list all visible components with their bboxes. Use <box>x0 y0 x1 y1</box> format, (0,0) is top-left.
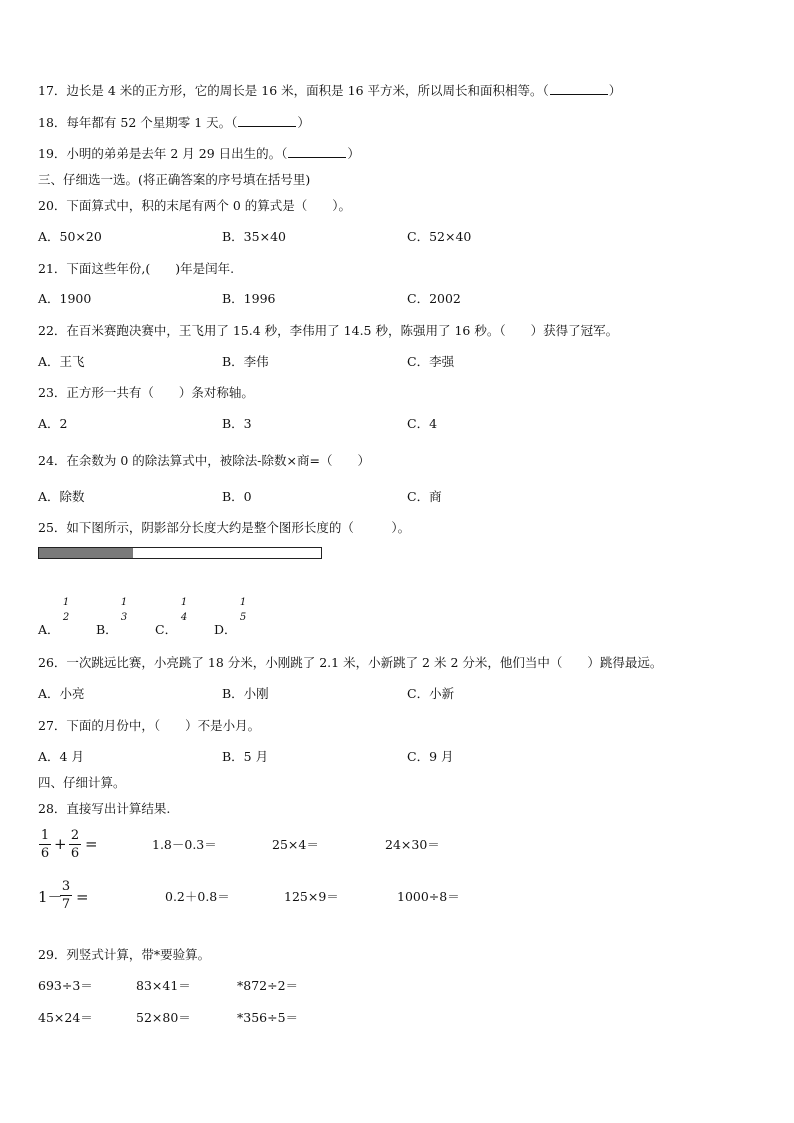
q23-option-c[interactable]: C．4 <box>407 416 438 431</box>
q24-option-b[interactable]: B．0 <box>222 489 252 504</box>
q25-option-a-label[interactable]: A． <box>38 622 60 637</box>
question-26-text: 26．一次跳远比赛，小亮跳了 18 分米，小刚跳了 2.1 米，小新跳了 2 米 2 分米，他们当中（ ）跳得最远。 <box>38 655 663 670</box>
q25-option-a-num: 1 <box>62 597 70 608</box>
q24-option-c[interactable]: C．商 <box>407 489 442 504</box>
question-18-text: 18．每年都有 52 个星期零 1 天。（ <box>38 115 238 130</box>
q25-option-b-num: 1 <box>120 597 128 608</box>
q20-option-a[interactable]: A．50×20 <box>38 229 102 244</box>
plus-sign: + <box>54 835 67 853</box>
q25-option-d-num: 1 <box>239 597 247 608</box>
q25-option-b-label[interactable]: B． <box>96 622 118 637</box>
q22-option-c[interactable]: C．李强 <box>407 354 455 369</box>
q29-item-5: 52×80＝ <box>136 1010 191 1025</box>
question-23-text: 23．正方形一共有（ ）条对称轴。 <box>38 385 254 400</box>
q24-option-a[interactable]: A．除数 <box>38 489 85 504</box>
q27-option-c[interactable]: C．9 月 <box>407 749 454 764</box>
q21-option-c[interactable]: C．2002 <box>407 291 461 306</box>
q25-option-c-den: 4 <box>180 612 188 623</box>
q20-option-c[interactable]: C．52×40 <box>407 229 472 244</box>
question-19-close: ） <box>347 146 360 161</box>
question-17 <box>38 83 621 99</box>
question-21-text: 21．下面这些年份,( )年是闰年. <box>38 261 235 276</box>
q25-option-b-fraction <box>118 598 130 623</box>
q28-one-minus: 1－ <box>38 888 63 906</box>
q26-option-b[interactable]: B．小刚 <box>222 686 269 701</box>
q25-option-d-den: 5 <box>239 612 247 623</box>
q21-option-a[interactable]: A．1900 <box>38 291 92 306</box>
question-25-text: 25．如下图所示，阴影部分长度大约是整个图形长度的（ ）。 <box>38 520 411 535</box>
q28-fraction-3-den: 7 <box>61 897 71 912</box>
fraction-line <box>69 844 81 845</box>
q25-option-a-den: 2 <box>62 612 70 623</box>
question-22-text: 22．在百米赛跑决赛中，王飞用了 15.4 秒，李伟用了 14.5 秒，陈强用了 16 秒。（ ）获得了冠军。 <box>38 323 619 338</box>
question-20-text: 20．下面算式中，积的末尾有两个 0 的算式是（ ）。 <box>38 198 352 213</box>
question-27-text: 27．下面的月份中，（ ）不是小月。 <box>38 718 261 733</box>
equals-sign: = <box>85 835 98 853</box>
q28-item-2: 25×4＝ <box>272 837 319 852</box>
q21-option-b[interactable]: B．1996 <box>222 291 276 306</box>
question-24-text: 24．在余数为 0 的除法算式中，被除法-除数×商=（ ） <box>38 453 370 468</box>
question-17-text: 17．边长是 4 米的正方形，它的周长是 16 米，面积是 16 平方米，所以周长和面积相等。（ <box>38 83 549 98</box>
q23-option-b[interactable]: B．3 <box>222 416 252 431</box>
q28-fraction-1-den: 6 <box>40 846 50 861</box>
q22-option-b[interactable]: B．李伟 <box>222 354 269 369</box>
question-17-close: ） <box>608 83 622 98</box>
q29-item-4: 45×24＝ <box>38 1010 93 1025</box>
question-18 <box>38 115 310 131</box>
question-28-text: 28．直接写出计算结果. <box>38 801 171 816</box>
q28-item-4: 0.2＋0.8＝ <box>165 889 230 904</box>
q25-option-a-fraction <box>60 598 72 623</box>
section-4-heading: 四、仔细计算。 <box>38 775 126 790</box>
q28-item-6: 1000÷8＝ <box>397 889 460 904</box>
q28-item-1: 1.8－0.3＝ <box>152 837 217 852</box>
answer-blank-19[interactable] <box>288 146 346 158</box>
shaded-portion <box>39 548 133 558</box>
shaded-bar-figure <box>38 547 322 559</box>
q28-fraction-2-den: 6 <box>70 846 80 861</box>
q26-option-c[interactable]: C．小新 <box>407 686 455 701</box>
question-19 <box>38 146 360 162</box>
question-29-text: 29．列竖式计算，带*要验算。 <box>38 947 211 962</box>
q27-option-b[interactable]: B．5 月 <box>222 749 269 764</box>
q20-option-b[interactable]: B．35×40 <box>222 229 286 244</box>
question-18-close: ） <box>297 115 310 130</box>
q28-fraction-3-num: 3 <box>61 879 71 894</box>
q28-fraction-1-num: 1 <box>40 828 50 843</box>
fraction-line <box>60 895 72 896</box>
q28-fraction-2-num: 2 <box>70 828 80 843</box>
q23-option-a[interactable]: A．2 <box>38 416 68 431</box>
q29-item-3: *872÷2＝ <box>237 978 299 993</box>
fraction-line <box>39 844 51 845</box>
q29-item-1: 693÷3＝ <box>38 978 93 993</box>
q29-item-6: *356÷5＝ <box>237 1010 299 1025</box>
q22-option-a[interactable]: A．王飞 <box>38 354 85 369</box>
question-19-text: 19．小明的弟弟是去年 2 月 29 日出生的。（ <box>38 146 288 161</box>
q25-option-c-num: 1 <box>180 597 188 608</box>
q28-fraction-1 <box>39 828 51 861</box>
q25-option-c-label[interactable]: C． <box>155 622 178 637</box>
equals-sign: = <box>76 888 89 906</box>
answer-blank-18[interactable] <box>238 115 296 127</box>
section-3-heading: 三、仔细选一选。(将正确答案的序号填在括号里) <box>38 172 311 187</box>
answer-blank-17[interactable] <box>550 83 608 95</box>
q25-option-d-fraction <box>237 598 249 623</box>
q29-item-2: 83×41＝ <box>136 978 191 993</box>
q25-option-c-fraction <box>178 598 190 623</box>
q28-item-3: 24×30＝ <box>385 837 440 852</box>
q25-option-d-label[interactable]: D． <box>214 622 237 637</box>
q28-item-5: 125×9＝ <box>284 889 339 904</box>
q27-option-a[interactable]: A．4 月 <box>38 749 84 764</box>
q28-fraction-2 <box>69 828 81 861</box>
q26-option-a[interactable]: A．小亮 <box>38 686 85 701</box>
q25-option-b-den: 3 <box>120 612 128 623</box>
q28-fraction-3 <box>60 879 72 912</box>
